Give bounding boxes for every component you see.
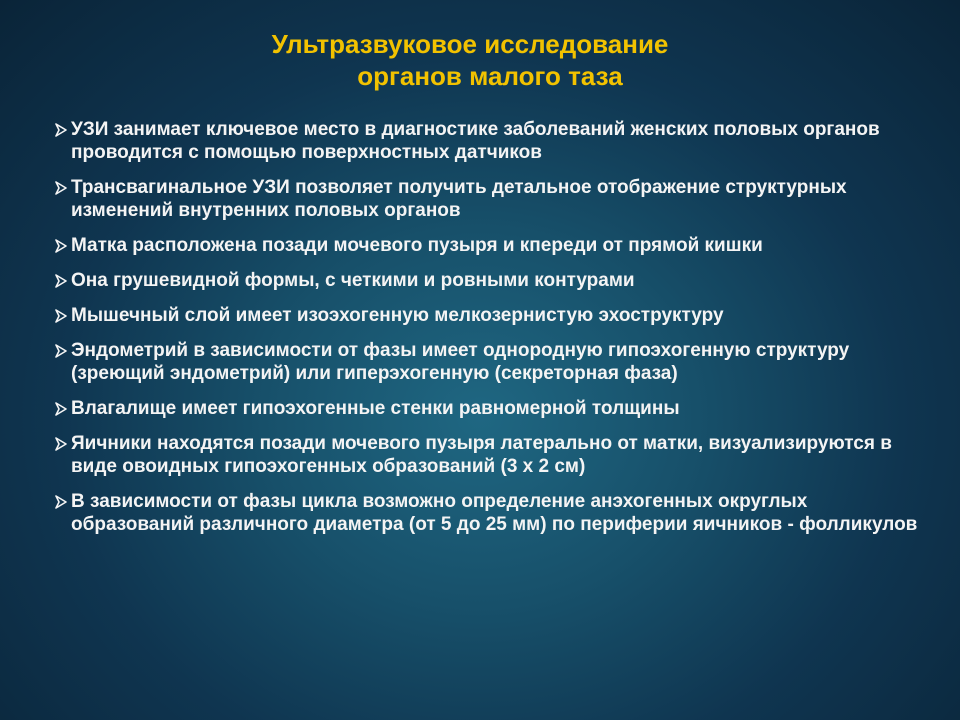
slide-title-line-1: Ультразвуковое исследование (271, 29, 669, 59)
arrowhead-bullet-icon (54, 234, 68, 257)
bullet-list (54, 118, 920, 548)
slide-title-line-2: органов малого таза (357, 61, 623, 91)
bullet-item (54, 176, 920, 222)
arrowhead-bullet-icon (54, 397, 68, 420)
bullet-item (54, 432, 920, 478)
bullet-item (54, 397, 920, 420)
slide-title (180, 28, 760, 92)
arrowhead-bullet-icon (54, 269, 68, 292)
bullet-text: Эндометрий в зависимости от фазы имеет однородную гипоэхогенную структуру (зреющий эндометрий) или гиперэхогенную (секреторная фаза) (71, 340, 850, 384)
arrowhead-bullet-icon (54, 304, 68, 327)
bullet-item (54, 339, 920, 385)
arrowhead-bullet-icon (54, 176, 68, 199)
bullet-item (54, 490, 920, 536)
bullet-text: Влагалище имеет гипоэхогенные стенки равномерной толщины (71, 398, 680, 419)
bullet-item (54, 269, 920, 292)
bullet-item (54, 118, 920, 164)
bullet-text: УЗИ занимает ключевое место в диагностике заболеваний женских половых органов проводится с помощью поверхностных датчиков (71, 119, 880, 163)
bullet-item (54, 234, 920, 257)
bullet-text: Трансвагинальное УЗИ позволяет получить детальное отображение структурных изменений внутренних половых органов (71, 177, 847, 221)
arrowhead-bullet-icon (54, 339, 68, 362)
bullet-item (54, 304, 920, 327)
arrowhead-bullet-icon (54, 490, 68, 513)
bullet-text: Яичники находятся позади мочевого пузыря латерально от матки, визуализируются в виде овоидных гипоэхогенных образований (3 х 2 см) (71, 433, 892, 477)
arrowhead-bullet-icon (54, 432, 68, 455)
bullet-text: Матка расположена позади мочевого пузыря и кпереди от прямой кишки (71, 235, 763, 256)
bullet-text: Мышечный слой имеет изоэхогенную мелкозернистую эхоструктуру (71, 305, 724, 326)
bullet-text: Она грушевидной формы, с четкими и ровными контурами (71, 270, 635, 291)
arrowhead-bullet-icon (54, 118, 68, 141)
bullet-text: В зависимости от фазы цикла возможно определение анэхогенных округлых образований различного диаметра (от 5 до 25 мм) по периферии яичников - фолликулов (71, 491, 918, 535)
